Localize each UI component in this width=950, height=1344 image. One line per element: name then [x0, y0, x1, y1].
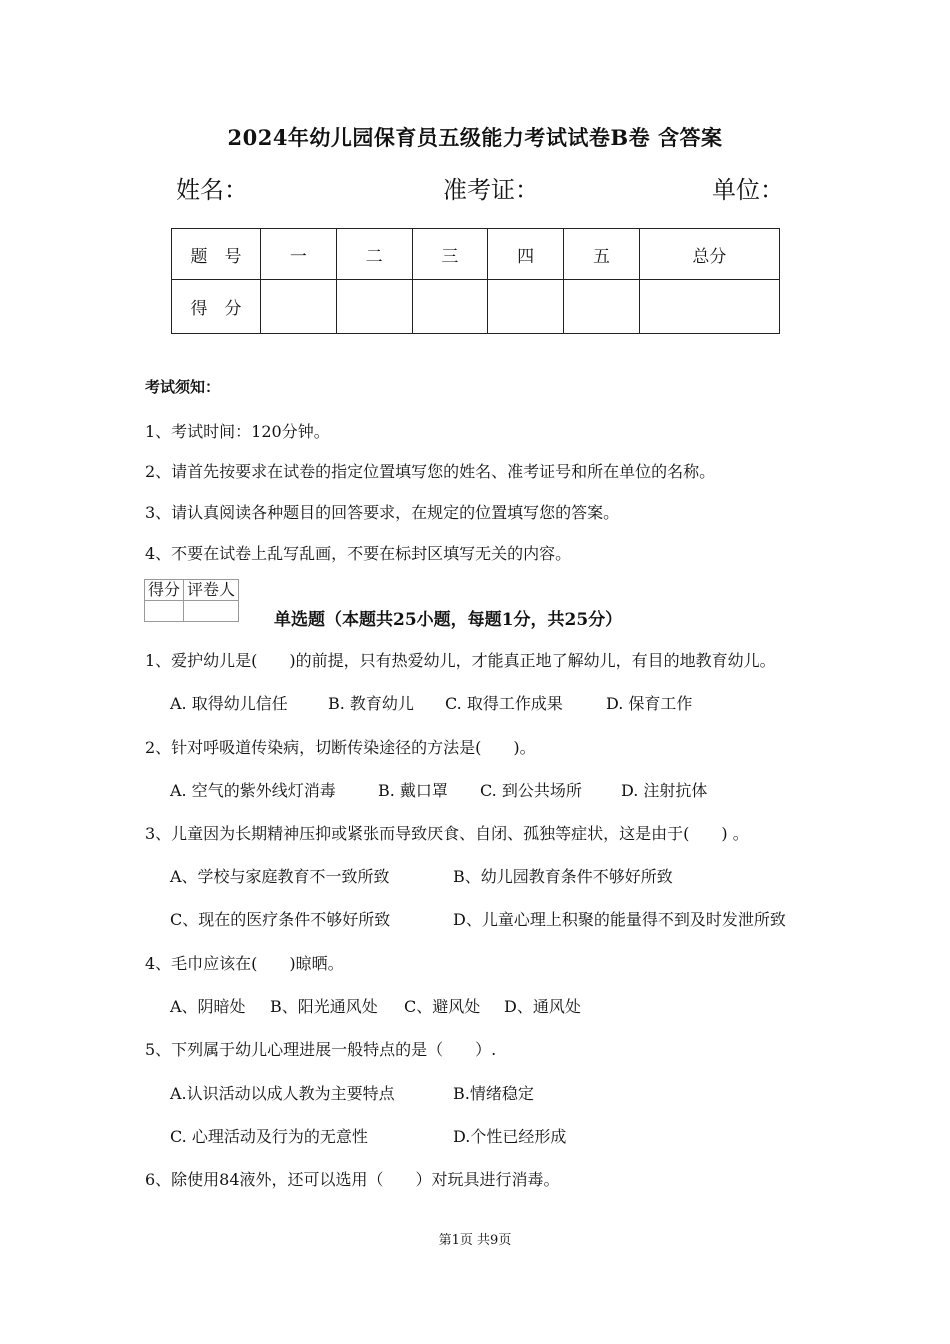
score-table-cell: 二 — [336, 229, 412, 280]
grader-score-label: 得分 — [145, 580, 184, 601]
question-option: D. 注射抗体 — [621, 781, 708, 800]
question-option: D. 保育工作 — [606, 694, 693, 713]
score-table-score-row — [172, 280, 780, 334]
question-stem: 4、毛巾应该在( )晾晒。 — [145, 954, 344, 973]
question-option: A.认识活动以成人教为主要特点 — [170, 1084, 395, 1103]
notice-item: 4、不要在试卷上乱写乱画，不要在标封区填写无关的内容。 — [145, 544, 572, 563]
question-option: D、儿童心理上积聚的能量得不到及时发泄所致 — [453, 910, 786, 929]
score-row-label: 得 分 — [172, 280, 261, 334]
notice-item: 1、考试时间：120分钟。 — [145, 422, 330, 441]
notice-title: 考试须知： — [145, 378, 221, 396]
question-stem: 1、爱护幼儿是( )的前提，只有热爱幼儿，才能真正地了解幼儿，有目的地教育幼儿。 — [145, 651, 776, 670]
score-table-header-row — [172, 229, 780, 280]
question-option: A. 空气的紫外线灯消毒 — [170, 781, 336, 800]
question-stem: 2、针对呼吸道传染病，切断传染途径的方法是( )。 — [145, 738, 536, 757]
score-table-cell: 一 — [261, 229, 337, 280]
question-option: D、通风处 — [504, 997, 581, 1016]
question-option: B.情绪稳定 — [453, 1084, 534, 1103]
question-option: C. 心理活动及行为的无意性 — [170, 1127, 368, 1146]
score-input-cell[interactable] — [564, 280, 640, 334]
score-input-cell[interactable] — [412, 280, 488, 334]
score-input-cell[interactable] — [336, 280, 412, 334]
question-option: B、幼儿园教育条件不够好所致 — [453, 867, 673, 886]
page-footer: 第1页 共9页 — [438, 1233, 512, 1248]
question-option: A、学校与家庭教育不一致所致 — [170, 867, 390, 886]
question-option: C. 到公共场所 — [480, 781, 582, 800]
score-table-cell: 四 — [488, 229, 564, 280]
score-input-cell[interactable] — [261, 280, 337, 334]
section-title: 单选题（本题共25小题，每题1分，共25分） — [274, 610, 623, 630]
question-stem: 5、下列属于幼儿心理进展一般特点的是（ ）. — [145, 1040, 497, 1059]
unit-label: 单位： — [712, 176, 784, 204]
question-option: D.个性已经形成 — [453, 1127, 567, 1146]
score-input-cell[interactable] — [639, 280, 779, 334]
score-table-cell: 三 — [412, 229, 488, 280]
score-input-cell[interactable] — [488, 280, 564, 334]
question-option: B. 教育幼儿 — [328, 694, 414, 713]
score-table-cell: 总分 — [639, 229, 779, 280]
grader-name-label: 评卷人 — [184, 580, 239, 601]
score-table-cell: 五 — [564, 229, 640, 280]
question-stem: 3、儿童因为长期精神压抑或紧张而导致厌食、自闭、孤独等症状，这是由于( ) 。 — [145, 824, 749, 843]
question-option: C、现在的医疗条件不够好所致 — [170, 910, 391, 929]
question-option: C. 取得工作成果 — [445, 694, 563, 713]
exam-id-label: 准考证： — [443, 176, 539, 204]
document-title: 2024年幼儿园保育员五级能力考试试卷B卷 含答案 — [227, 125, 723, 150]
notice-item: 2、请首先按要求在试卷的指定位置填写您的姓名、准考证号和所在单位的名称。 — [145, 462, 716, 481]
score-table — [171, 228, 780, 334]
grader-score-cell[interactable] — [145, 601, 184, 622]
question-stem: 6、除使用84液外，还可以选用（ ）对玩具进行消毒。 — [145, 1170, 560, 1189]
question-option: B、阳光通风处 — [270, 997, 378, 1016]
question-option: A、阴暗处 — [170, 997, 246, 1016]
question-option: A. 取得幼儿信任 — [170, 694, 288, 713]
score-table-cell: 题 号 — [172, 229, 261, 280]
grader-box — [144, 579, 239, 622]
grader-name-cell[interactable] — [184, 601, 239, 622]
name-label: 姓名： — [176, 176, 248, 204]
notice-item: 3、请认真阅读各种题目的回答要求，在规定的位置填写您的答案。 — [145, 503, 620, 522]
question-option: B. 戴口罩 — [378, 781, 448, 800]
question-option: C、避风处 — [404, 997, 481, 1016]
